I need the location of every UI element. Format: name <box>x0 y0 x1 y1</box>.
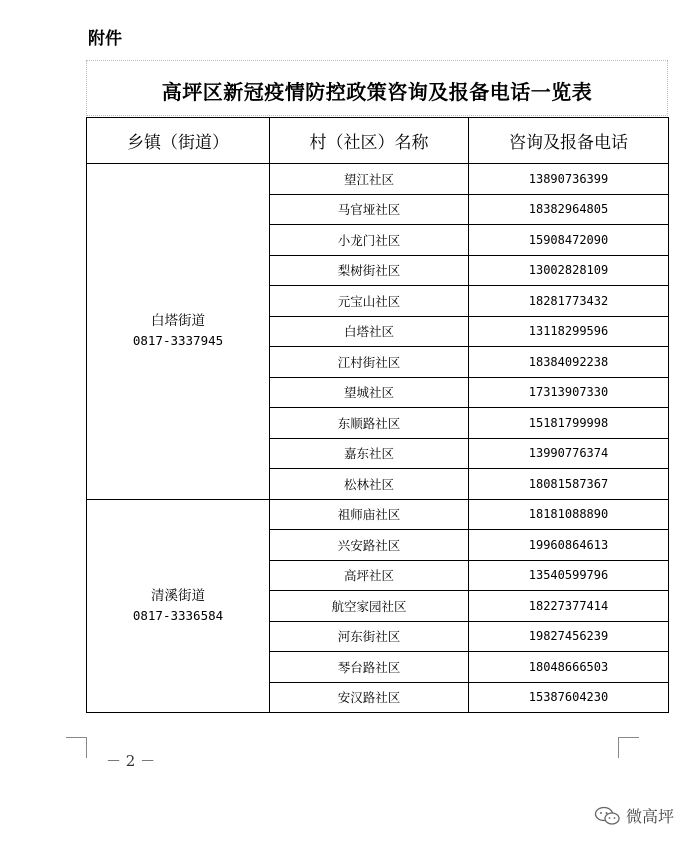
community-name: 小龙门社区 <box>270 225 469 256</box>
community-phone: 18382964805 <box>469 194 669 225</box>
town-name: 清溪街道 <box>151 587 205 604</box>
community-phone: 13890736399 <box>469 164 669 195</box>
town-cell <box>87 499 270 713</box>
table-row <box>87 499 669 530</box>
town-cell <box>87 164 270 500</box>
table-row <box>87 164 669 195</box>
header-community: 村（社区）名称 <box>270 118 469 164</box>
community-phone: 13540599796 <box>469 560 669 591</box>
wechat-icon <box>594 806 622 826</box>
community-name: 航空家园社区 <box>270 591 469 622</box>
community-name: 元宝山社区 <box>270 286 469 317</box>
header-phone: 咨询及报备电话 <box>469 118 669 164</box>
title-box <box>86 60 668 116</box>
community-name: 河东街社区 <box>270 621 469 652</box>
community-phone: 15908472090 <box>469 225 669 256</box>
header-town: 乡镇（街道） <box>87 118 270 164</box>
town-phone: 0817-3337945 <box>132 333 224 349</box>
community-phone: 18384092238 <box>469 347 669 378</box>
community-phone: 13118299596 <box>469 316 669 347</box>
document-title: 高坪区新冠疫情防控政策咨询及报备电话一览表 <box>161 80 593 104</box>
community-phone: 18227377414 <box>469 591 669 622</box>
community-name: 望江社区 <box>270 164 469 195</box>
contact-table <box>86 117 669 713</box>
community-name: 祖师庙社区 <box>270 499 469 530</box>
community-name: 马官垭社区 <box>270 194 469 225</box>
community-phone: 18281773432 <box>469 286 669 317</box>
watermark <box>594 804 674 827</box>
page-corner-mark-right <box>618 737 639 758</box>
community-name: 嘉东社区 <box>270 438 469 469</box>
community-phone: 13002828109 <box>469 255 669 286</box>
page-corner-mark-left <box>66 737 87 758</box>
page-number: － 2 － <box>106 752 156 770</box>
watermark-text: 微高坪 <box>626 807 675 826</box>
community-phone: 18081587367 <box>469 469 669 500</box>
community-name: 琴台路社区 <box>270 652 469 683</box>
community-name: 梨树街社区 <box>270 255 469 286</box>
community-phone: 18181088890 <box>469 499 669 530</box>
community-name: 安汉路社区 <box>270 682 469 713</box>
community-name: 望城社区 <box>270 377 469 408</box>
community-phone: 17313907330 <box>469 377 669 408</box>
community-name: 白塔社区 <box>270 316 469 347</box>
community-phone: 18048666503 <box>469 652 669 683</box>
attachment-label: 附件 <box>88 29 122 49</box>
community-name: 江村街社区 <box>270 347 469 378</box>
community-name: 松林社区 <box>270 469 469 500</box>
community-phone: 15387604230 <box>469 682 669 713</box>
community-phone: 19960864613 <box>469 530 669 561</box>
community-name: 东顺路社区 <box>270 408 469 439</box>
community-phone: 13990776374 <box>469 438 669 469</box>
community-name: 高坪社区 <box>270 560 469 591</box>
town-phone: 0817-3336584 <box>132 607 224 623</box>
table-header-row <box>87 118 669 164</box>
community-phone: 19827456239 <box>469 621 669 652</box>
town-name: 白塔街道 <box>151 313 205 330</box>
community-name: 兴安路社区 <box>270 530 469 561</box>
community-phone: 15181799998 <box>469 408 669 439</box>
